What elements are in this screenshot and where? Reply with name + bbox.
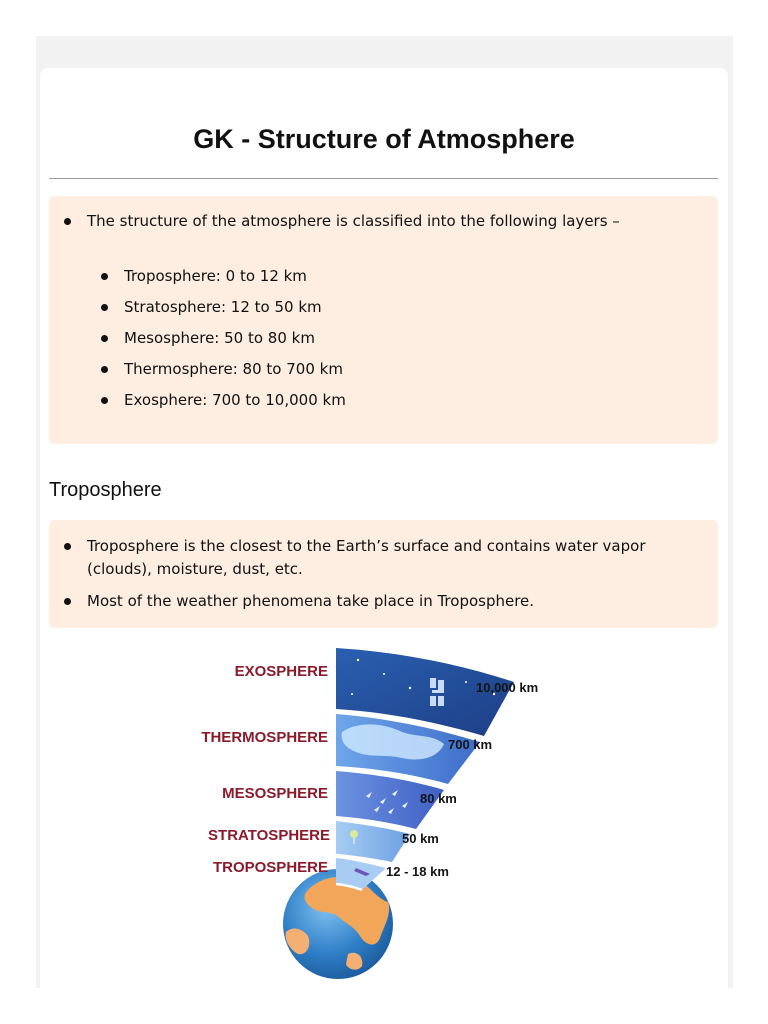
layer-text: Exosphere: 700 to 10,000 km	[124, 391, 346, 409]
layer-text: Thermosphere: 80 to 700 km	[124, 360, 343, 378]
diagram-layer-label: MESOSPHERE	[222, 785, 328, 802]
diagram-altitude-label: 12 - 18 km	[386, 864, 449, 879]
atmosphere-layers-diagram	[40, 68, 728, 988]
layer-text: Mesosphere: 50 to 80 km	[124, 329, 315, 347]
layer-text: Stratosphere: 12 to 50 km	[124, 298, 322, 316]
diagram-altitude-label: 80 km	[420, 791, 457, 806]
intro-lead-text: The structure of the atmosphere is classified into the following layers –	[87, 212, 620, 230]
section-heading-troposphere: Troposphere	[49, 479, 162, 501]
earth-globe-icon	[283, 869, 393, 979]
page-title: GK - Structure of Atmosphere	[193, 124, 575, 154]
diagram-layer-label: THERMOSPHERE	[201, 729, 328, 746]
page-background	[36, 36, 733, 988]
diagram-layer-label: EXOSPHERE	[234, 663, 328, 680]
content-card	[40, 68, 728, 988]
diagram-altitude-label: 700 km	[448, 737, 493, 752]
diagram-layer-label: TROPOSPHERE	[212, 859, 328, 876]
diagram-altitude-label: 50 km	[402, 831, 439, 846]
diagram-altitude-label: 10,000 km	[476, 680, 539, 695]
troposphere-point-text: Troposphere is the closest to the Earth’s surface and contains water vapor (clouds), moisture, dust, etc.	[87, 537, 646, 578]
diagram-layer-label: STRATOSPHERE	[208, 827, 330, 844]
layer-text: Troposphere: 0 to 12 km	[124, 267, 307, 285]
troposphere-point-text: Most of the weather phenomena take place in Troposphere.	[87, 592, 535, 610]
